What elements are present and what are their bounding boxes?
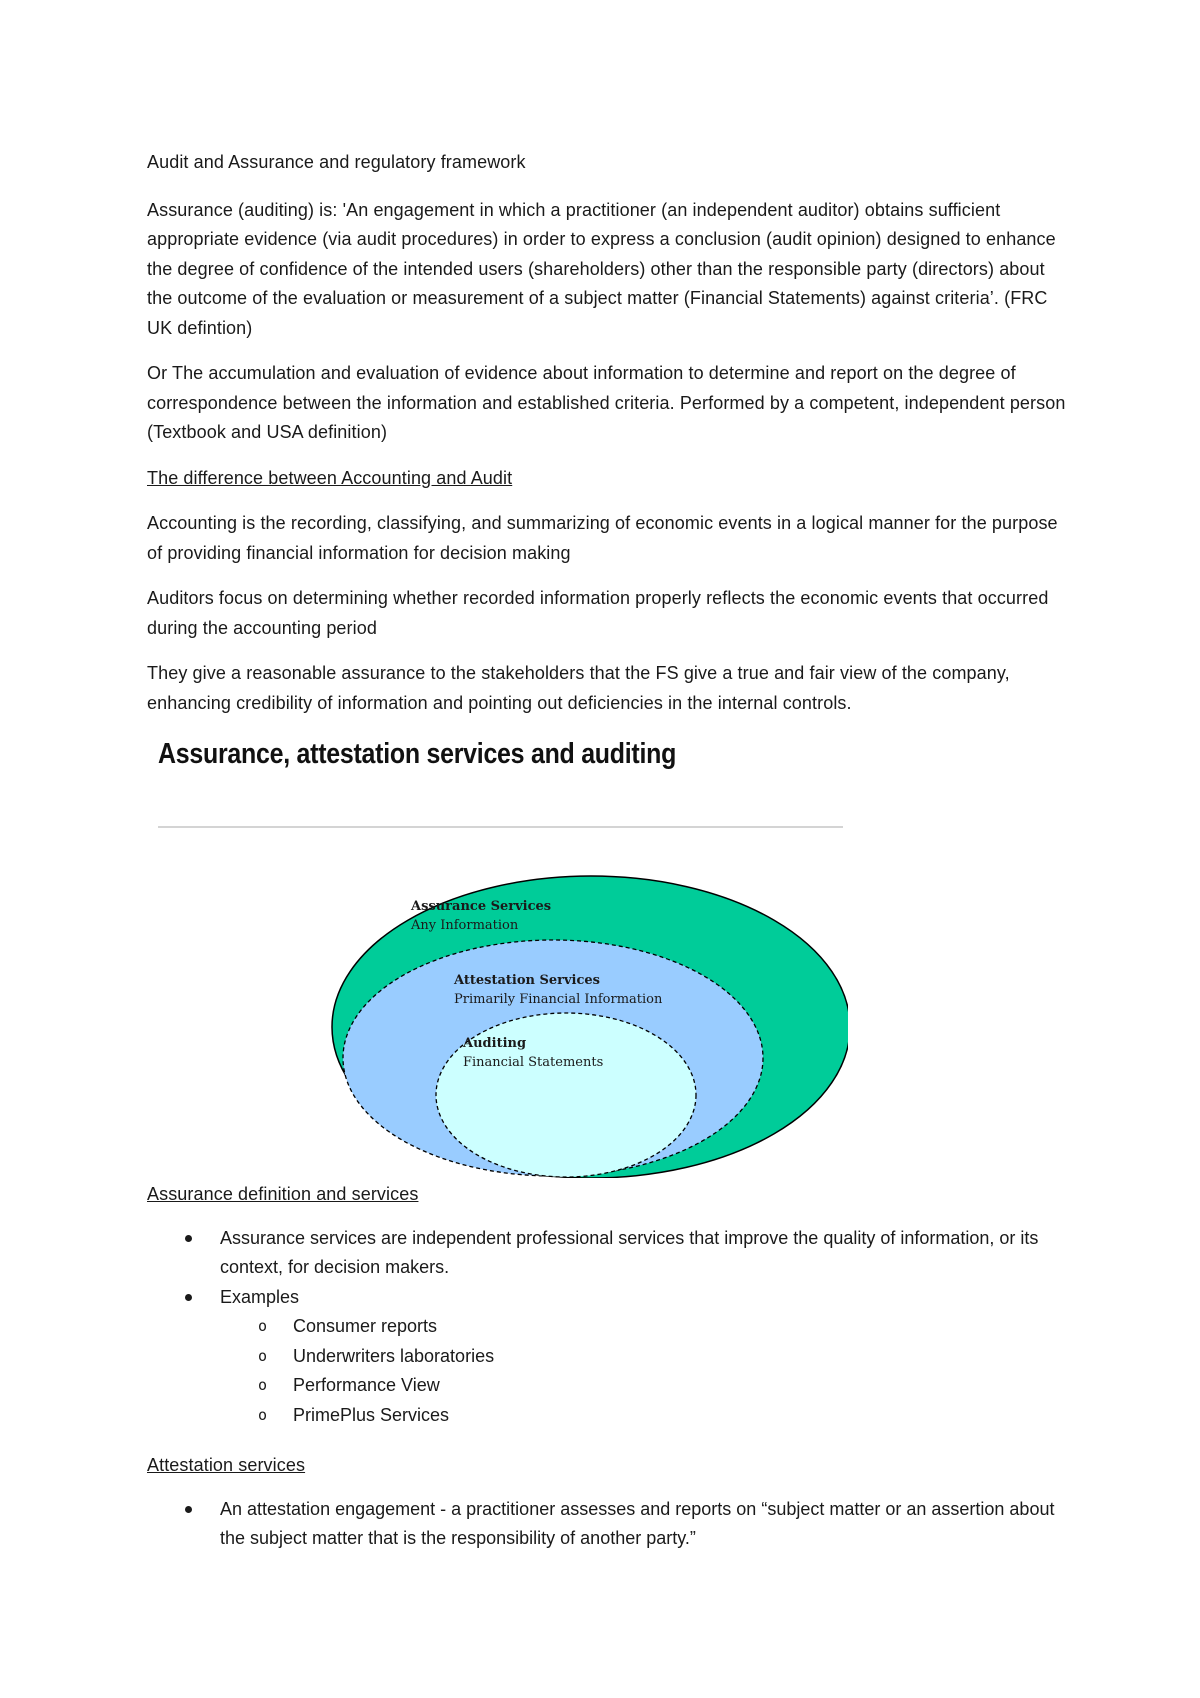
- accounting-paragraph: Accounting is the recording, classifying, and summarizing of economic events in a logical manner for the purpose of providing financial information for decision making: [147, 513, 1058, 563]
- document-body: [147, 148, 1067, 734]
- sub-bullet: o: [258, 1346, 268, 1365]
- bullet-text: Assurance services are independent professional services that improve the quality of information, or its context, for decision makers.: [220, 1227, 1039, 1277]
- example-text: Performance View: [293, 1375, 440, 1395]
- auditing-label: Auditing: [463, 1036, 527, 1051]
- attestation-heading: Attestation services: [147, 1455, 306, 1475]
- assurance-definition-paragraph: Assurance (auditing) is: 'An engagement in which a practitioner (an independent auditor) obtains sufficient appropriate evidence (via audit procedures) in order to express a conclusion (audit opinion) designed to enhance the degree of confidence of the intended users (shareholders) other than the responsible party (directors) about the outcome of the evaluation or measurement of a subject matter (Financial Statements) against criteria’. (FRC UK defintion): [147, 199, 1056, 338]
- example-text: Underwriters laboratories: [293, 1345, 495, 1366]
- assurance-diagram: [158, 738, 848, 1178]
- assurance-section: [147, 1180, 1067, 1430]
- attestation-section: [147, 1451, 1067, 1554]
- list-item: [220, 1312, 1067, 1342]
- list-item: [147, 1224, 1067, 1283]
- list-item: [147, 1283, 1067, 1431]
- reasonable-assurance-paragraph: They give a reasonable assurance to the stakeholders that the FS give a true and fair view of the company, enhancing credibility of information and pointing out deficiencies in the internal controls.: [147, 663, 1010, 713]
- bullet-dot: [185, 1235, 192, 1242]
- sub-bullet: o: [258, 1376, 268, 1394]
- examples-list: [220, 1312, 1067, 1430]
- example-text: Consumer reports: [293, 1316, 438, 1336]
- bullet-text: Examples: [220, 1286, 300, 1307]
- attestation-services-sub: Primarily Financial Information: [454, 992, 663, 1007]
- difference-heading: The difference between Accounting and Audit: [147, 467, 513, 488]
- list-item: [220, 1401, 1067, 1431]
- list-item: [220, 1371, 1067, 1401]
- bullet-dot: [185, 1294, 192, 1301]
- alternative-definition-paragraph: Or The accumulation and evaluation of evidence about information to determine and report on the degree of correspondence between the information and established criteria. Performed by a competent, independent person (Textbook and USA definition): [147, 363, 1066, 442]
- document-title: Audit and Assurance and regulatory framework: [147, 152, 526, 172]
- assurance-bullets: [147, 1224, 1067, 1431]
- sub-bullet: o: [258, 1317, 268, 1335]
- sub-bullet: o: [258, 1405, 268, 1424]
- diagram-title: Assurance, attestation services and auditing: [158, 738, 677, 770]
- list-item: [147, 1495, 1067, 1554]
- assurance-services-sub: Any Information: [411, 918, 519, 933]
- auditors-paragraph: Auditors focus on determining whether recorded information properly reflects the economic events that occurred during the accounting period: [147, 588, 1049, 638]
- assurance-services-label: Assurance Services: [411, 899, 552, 914]
- assurance-heading: Assurance definition and services: [147, 1184, 419, 1204]
- auditing-sub: Financial Statements: [463, 1055, 604, 1070]
- attestation-bullets: [147, 1495, 1067, 1554]
- attestation-services-label: Attestation Services: [454, 973, 600, 988]
- bullet-text: An attestation engagement - a practitioner assesses and reports on “subject matter or an assertion about the subject matter that is the responsibility of another party.”: [220, 1498, 1055, 1548]
- bullet-dot: [185, 1506, 192, 1513]
- diagram-svg: [158, 738, 848, 1178]
- example-text: PrimePlus Services: [293, 1404, 450, 1425]
- list-item: [220, 1342, 1067, 1372]
